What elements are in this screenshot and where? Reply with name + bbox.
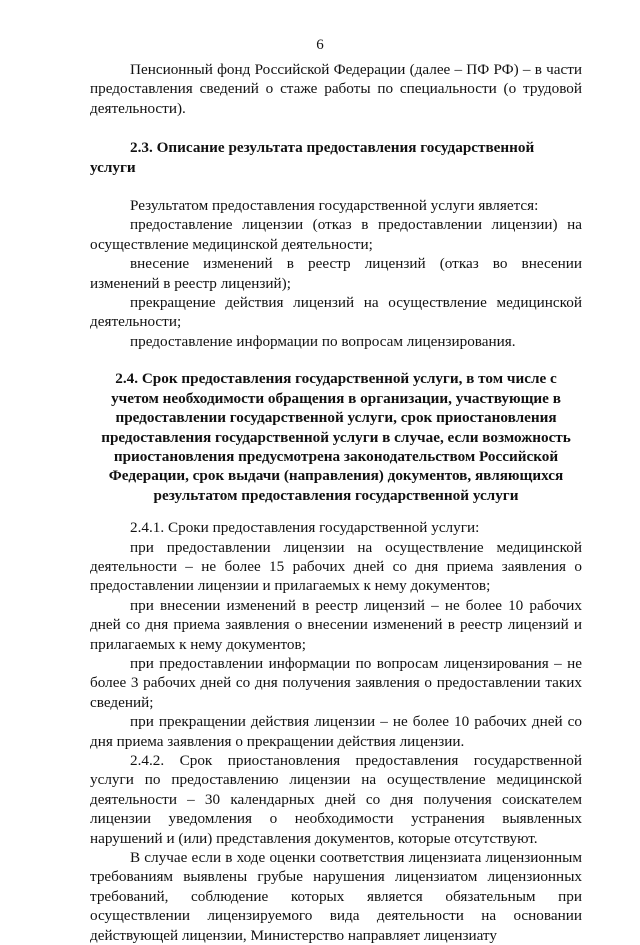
section-2-4-heading: 2.4. Срок предоставления государственной услуги, в том числе с учетом необходимости обращения в организации, участвующие в предоставлении государственной услуги, срок приостановления предоставления государственной услуги в случае, если возможность приостановления предусмотрена законодательством Российской Федерации, срок выдачи (направления) документов, являющихся результатом предоставления государственной услуги [101,370,571,504]
paragraph: предоставление лицензии (отказ в предоставлении лицензии) на осуществление медицинской деятельности; [90,216,582,253]
paragraph: при внесении изменений в реестр лицензий – не более 10 рабочих дней со дня приема заявления о внесении изменений в реестр лицензий и прилагаемых к нему документов; [90,596,582,653]
document-body [90,60,582,945]
section-2-3-body [90,196,582,351]
paragraph: при предоставлении лицензии на осуществление медицинской деятельности – не более 15 рабочих дней со дня приема заявления о предоставлении лицензии и прилагаемых к нему документов; [90,538,582,595]
paragraph: прекращение действия лицензий на осуществление медицинской деятельности; [90,294,582,331]
page-number: 6 [316,37,324,53]
paragraph: предоставление информации по вопросам лицензирования. [130,332,516,350]
section-2-3-heading: 2.3. Описание результата предоставления государственной услуги [90,139,535,176]
paragraph: 2.4.2. Срок приостановления предоставления государственной услуги по предоставлению лицензии на осуществление медицинской деятельности – 30 календарных дней со дня получения соискателем лицензии уведомления о необходимости устранения выявленных нарушений и (или) представления документов, которые отсутствуют. [90,752,582,847]
paragraph: 2.4.1. Сроки предоставления государственной услуги: [130,519,480,537]
paragraph: В случае если в ходе оценки соответствия лицензиата лицензионным требованиям выявлены грубые нарушения лицензиатом лицензионных требований, соблюдение которых является обязательным при осуществлении лицензируемого вида деятельности на основании действующей лицензии, Министерство направляет лицензиату [90,849,582,944]
intro-paragraph: Пенсионный фонд Российской Федерации (далее – ПФ РФ) – в части предоставления сведений о стаже работы по специальности (о трудовой деятельности). [90,61,582,117]
paragraph: при прекращении действия лицензии – не более 10 рабочих дней со дня приема заявления о прекращении действия лицензии. [90,713,582,750]
paragraph: Результатом предоставления государственной услуги является: [130,197,539,215]
paragraph: при предоставлении информации по вопросам лицензирования – не более 3 рабочих дней со дня получения заявления о предоставлении таких сведений; [90,654,582,711]
section-2-4-body [90,518,582,945]
paragraph: внесение изменений в реестр лицензий (отказ во внесении изменений в реестр лицензий); [90,255,582,292]
